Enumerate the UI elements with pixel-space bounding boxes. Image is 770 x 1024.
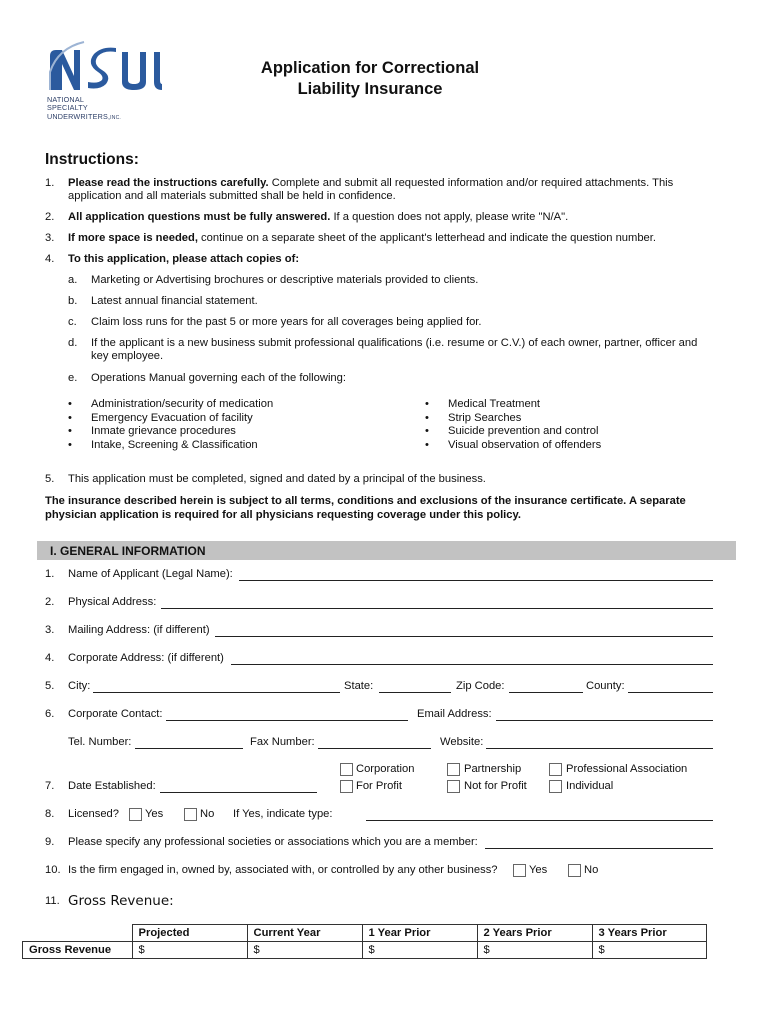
instruction-2: All application questions must be fully answered. If a question does not apply, please write "N/A". xyxy=(68,211,569,223)
page-title: Application for Correctional Liability Insurance xyxy=(260,59,480,98)
company-logo xyxy=(44,38,169,133)
sub-letter: d. xyxy=(68,337,78,349)
sub-item-b: Latest annual financial statement. xyxy=(91,295,258,307)
logo-text: NATIONAL SPECIALTY UNDERWRITERS,INC. xyxy=(47,95,121,121)
question-8: 8. Licensed? Yes No If Yes, indicate type: xyxy=(45,808,715,824)
table-header: 3 Years Prior xyxy=(592,925,706,942)
professional-societies-field[interactable] xyxy=(485,836,713,849)
question-4: 4. Corporate Address: (if different) xyxy=(45,652,715,668)
question-7: 7. Date Established: xyxy=(45,780,715,796)
sub-letter: e. xyxy=(68,372,78,384)
table-header: Current Year xyxy=(247,925,362,942)
table-header: Projected xyxy=(132,925,247,942)
zip-code-field[interactable] xyxy=(509,680,583,693)
instruction-number: 2. xyxy=(45,211,55,223)
instruction-number: 3. xyxy=(45,232,55,244)
corporation-checkbox[interactable] xyxy=(340,763,353,776)
tel-number-field[interactable] xyxy=(135,736,243,749)
for-profit-label: For Profit xyxy=(356,780,403,792)
sub-letter: a. xyxy=(68,274,78,286)
date-established-field[interactable] xyxy=(160,780,317,793)
table-header: 1 Year Prior xyxy=(362,925,477,942)
physical-address-field[interactable] xyxy=(161,596,713,609)
three-years-prior-revenue-cell[interactable]: $ xyxy=(592,942,706,959)
gross-revenue-table xyxy=(22,924,707,959)
sub-item-c: Claim loss runs for the past 5 or more years for all coverages being applied for. xyxy=(91,316,482,328)
corporate-address-field[interactable] xyxy=(231,652,713,665)
question-11: 11. Gross Revenue: xyxy=(45,893,174,909)
question-2: 2. Physical Address: xyxy=(45,596,715,612)
question-6-contact-numbers: Tel. Number: Fax Number: Website: xyxy=(45,736,715,752)
instruction-5: This application must be completed, signed and dated by a principal of the business. xyxy=(68,473,486,485)
instruction-number: 1. xyxy=(45,177,55,189)
instructions-heading: Instructions: xyxy=(45,151,139,168)
sub-item-a: Marketing or Advertising brochures or descriptive materials provided to clients. xyxy=(91,274,479,286)
current-year-revenue-cell[interactable]: $ xyxy=(247,942,362,959)
partnership-checkbox[interactable] xyxy=(447,763,460,776)
not-for-profit-checkbox[interactable] xyxy=(447,780,460,793)
question-6: 6. Corporate Contact: Email Address: xyxy=(45,708,715,724)
question-5: 5. City: State: Zip Code: County: xyxy=(45,680,715,696)
question-1: 1. Name of Applicant (Legal Name): xyxy=(45,568,715,584)
instruction-number: 5. xyxy=(45,473,55,485)
license-type-field[interactable] xyxy=(366,808,713,821)
question-3: 3. Mailing Address: (if different) xyxy=(45,624,715,640)
sub-item-d: If the applicant is a new business submit professional qualifications (i.e. resume or C.V.) of each owner, partner, officer and key employee. xyxy=(91,337,698,363)
table-header: 2 Years Prior xyxy=(477,925,592,942)
instruction-3: If more space is needed, continue on a separate sheet of the applicant's letterhead and indicate the question number. xyxy=(68,232,656,244)
table-row-label: Gross Revenue xyxy=(23,942,133,959)
affiliated-no-checkbox[interactable] xyxy=(568,864,581,877)
state-field[interactable] xyxy=(379,680,451,693)
nsu-logo-mark xyxy=(44,38,169,98)
city-field[interactable] xyxy=(93,680,340,693)
professional-association-label: Professional Association xyxy=(566,763,688,775)
instruction-number: 4. xyxy=(45,253,55,265)
sub-letter: c. xyxy=(68,316,77,328)
county-field[interactable] xyxy=(628,680,713,693)
not-for-profit-label: Not for Profit xyxy=(464,780,527,792)
question-10: 10. Is the firm engaged in, owned by, associated with, or controlled by any other business? Yes No xyxy=(45,864,599,876)
mailing-address-field[interactable] xyxy=(215,624,713,637)
instruction-4: To this application, please attach copies of: xyxy=(68,253,300,265)
two-years-prior-revenue-cell[interactable]: $ xyxy=(477,942,592,959)
corporation-label: Corporation xyxy=(356,763,415,775)
insurance-notice: The insurance described herein is subject to all terms, conditions and exclusions of the insurance certificate. A separate physician application is required for all physicians requesting coverage under this policy. xyxy=(45,495,686,521)
instruction-1: Please read the instructions carefully. Complete and submit all requested information and/or required attachments. This application and all materials submitted shall be held in confidence. xyxy=(68,177,674,203)
for-profit-checkbox[interactable] xyxy=(340,780,353,793)
licensed-yes-checkbox[interactable] xyxy=(129,808,142,821)
affiliated-yes-checkbox[interactable] xyxy=(513,864,526,877)
individual-label: Individual xyxy=(566,780,614,792)
sub-item-e: Operations Manual governing each of the following: xyxy=(91,372,346,384)
website-field[interactable] xyxy=(486,736,713,749)
applicant-name-field[interactable] xyxy=(239,568,713,581)
individual-checkbox[interactable] xyxy=(549,780,562,793)
professional-association-checkbox[interactable] xyxy=(549,763,562,776)
licensed-no-checkbox[interactable] xyxy=(184,808,197,821)
one-year-prior-revenue-cell[interactable]: $ xyxy=(362,942,477,959)
question-9: 9. Please specify any professional societies or associations which you are a member: xyxy=(45,836,715,852)
partnership-label: Partnership xyxy=(464,763,522,775)
corporate-contact-field[interactable] xyxy=(166,708,408,721)
section-header: I. GENERAL INFORMATION xyxy=(37,541,736,560)
fax-number-field[interactable] xyxy=(318,736,431,749)
projected-revenue-cell[interactable]: $ xyxy=(132,942,247,959)
sub-letter: b. xyxy=(68,295,78,307)
email-address-field[interactable] xyxy=(496,708,713,721)
